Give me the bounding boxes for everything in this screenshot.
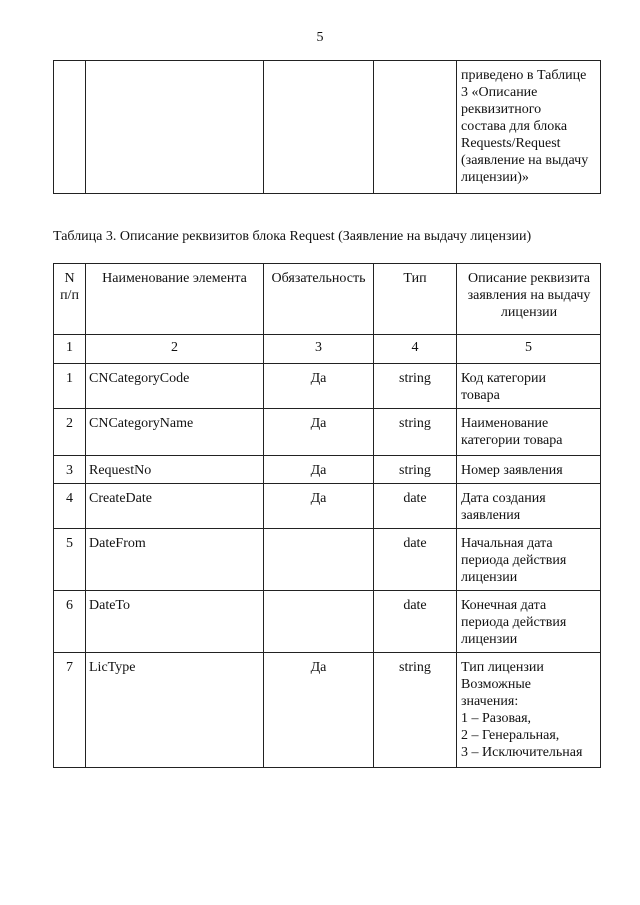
cont-cell-desc [457, 61, 601, 194]
table-row [54, 484, 601, 529]
desc-line: категории товара [461, 433, 563, 448]
row-desc [457, 591, 601, 653]
desc-line: заявления [461, 508, 521, 523]
row-num: 5 [54, 529, 86, 591]
table-caption: Таблица 3. Описание реквизитов блока Request (Заявление на выдачу лицензии) [53, 229, 532, 244]
desc-line: 1 – Разовая, [461, 711, 532, 726]
row-name: RequestNo [86, 456, 264, 484]
desc-line: Начальная дата [461, 536, 553, 551]
desc-line: Конечная дата [461, 598, 547, 613]
table-row [54, 409, 601, 456]
header-desc-line: Описание реквизита [467, 271, 591, 286]
row-num: 4 [54, 484, 86, 529]
row-name: CNCategoryName [86, 409, 264, 456]
continuation-text [457, 61, 600, 186]
row-name: CNCategoryCode [86, 364, 264, 409]
desc-line: лицензии [461, 632, 518, 647]
row-num: 1 [54, 364, 86, 409]
row-desc [457, 484, 601, 529]
row-required: Да [264, 484, 374, 529]
desc-line: значения: [461, 694, 519, 709]
cont-line: Requests/Request [461, 136, 561, 151]
row-type: string [374, 409, 457, 456]
cont-line: состава для блока [461, 119, 568, 134]
row-type: date [374, 529, 457, 591]
row-required: Да [264, 456, 374, 484]
row-type: date [374, 591, 457, 653]
continuation-table [53, 60, 601, 194]
header-required: Обязательность [264, 264, 374, 335]
cont-line: (заявление на выдачу [461, 153, 589, 168]
row-type: string [374, 456, 457, 484]
requisites-table [53, 263, 601, 768]
cont-cell-required [264, 61, 374, 194]
index-cell: 4 [374, 335, 457, 364]
header-type: Тип [374, 264, 457, 335]
desc-line: периода действия [461, 553, 567, 568]
header-row [54, 264, 601, 335]
row-desc [457, 364, 601, 409]
table-row [54, 529, 601, 591]
column-index-row [54, 335, 601, 364]
row-num: 7 [54, 653, 86, 768]
cont-cell-name [86, 61, 264, 194]
cont-line: реквизитного [461, 102, 542, 117]
table-row [54, 364, 601, 409]
row-desc [457, 456, 601, 484]
table-row [54, 653, 601, 768]
row-type: string [374, 653, 457, 768]
desc-line: лицензии [461, 570, 518, 585]
cont-cell-type [374, 61, 457, 194]
row-name: CreateDate [86, 484, 264, 529]
row-desc [457, 529, 601, 591]
row-name: DateTo [86, 591, 264, 653]
index-cell: 3 [264, 335, 374, 364]
page-number: 5 [316, 30, 324, 45]
desc-line: Дата создания [461, 491, 546, 506]
desc-line: Наименование [461, 416, 549, 431]
header-desc [457, 264, 601, 335]
row-required: Да [264, 364, 374, 409]
row-required [264, 529, 374, 591]
row-required [264, 591, 374, 653]
desc-line: 2 – Генеральная, [461, 728, 560, 743]
row-type: string [374, 364, 457, 409]
header-name: Наименование элемента [86, 264, 264, 335]
row-name: LicType [86, 653, 264, 768]
row-required: Да [264, 653, 374, 768]
row-num: 3 [54, 456, 86, 484]
row-num: 6 [54, 591, 86, 653]
index-cell: 2 [86, 335, 264, 364]
row-required: Да [264, 409, 374, 456]
header-num-line: N [64, 271, 75, 286]
header-num-line: п/п [60, 288, 79, 303]
desc-line: 3 – Исключительная [461, 745, 583, 760]
desc-line: товара [461, 388, 500, 403]
desc-line: Тип лицензии [461, 660, 544, 675]
desc-line: Возможные [461, 677, 531, 692]
index-cell: 5 [457, 335, 601, 364]
cont-line: приведено в Таблице [461, 68, 587, 83]
table-row [54, 591, 601, 653]
continuation-row [54, 61, 601, 194]
row-desc [457, 409, 601, 456]
desc-line: Номер заявления [461, 463, 563, 478]
row-num: 2 [54, 409, 86, 456]
desc-line: периода действия [461, 615, 567, 630]
table-row [54, 456, 601, 484]
cont-cell-num [54, 61, 86, 194]
desc-line: Код категории [461, 371, 547, 386]
header-num [54, 264, 86, 335]
index-cell: 1 [54, 335, 86, 364]
header-desc-line: заявления на выдачу [467, 288, 591, 303]
cont-line: лицензии)» [461, 170, 529, 185]
row-type: date [374, 484, 457, 529]
cont-line: 3 «Описание [461, 85, 538, 100]
row-name: DateFrom [86, 529, 264, 591]
row-desc [457, 653, 601, 768]
header-desc-line: лицензии [500, 305, 558, 320]
